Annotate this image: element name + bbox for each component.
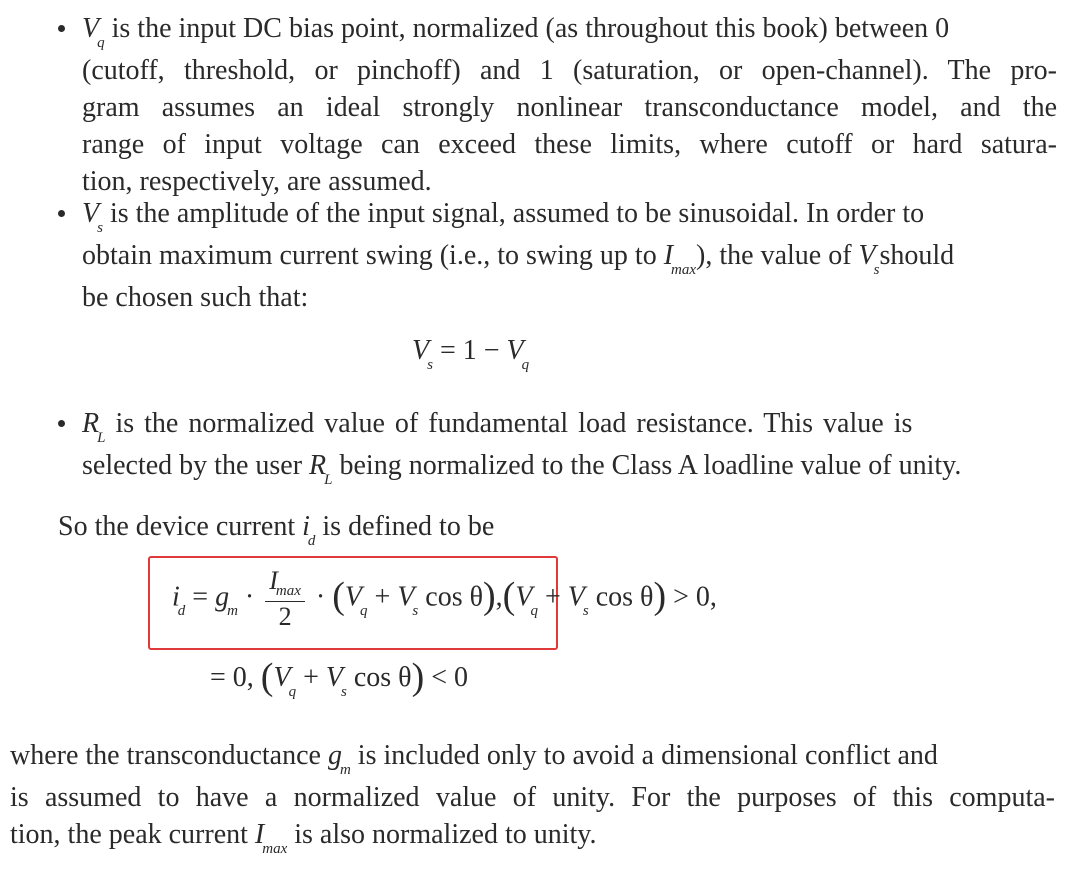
equation-cos: cos θ — [418, 581, 484, 613]
variable-v: V — [567, 581, 585, 613]
equation-operator: = — [185, 581, 216, 613]
subscript-q: q — [521, 357, 530, 373]
variable-v: V — [515, 581, 533, 613]
variable-r: R — [82, 408, 100, 439]
subscript-d: d — [307, 533, 316, 549]
fraction-numerator — [265, 566, 305, 602]
text-run: is defined to be — [315, 511, 495, 542]
subscript-d: d — [177, 603, 186, 620]
variable-i: I — [663, 240, 674, 271]
bullet-dot — [58, 210, 65, 217]
subscript-l: L — [324, 472, 333, 488]
text-line — [82, 195, 1057, 237]
subscript-m: m — [339, 762, 351, 778]
variable-i: i — [302, 511, 310, 542]
text-run: where the transconductance — [10, 740, 328, 771]
text-line — [10, 737, 1055, 779]
text-line — [82, 237, 1057, 279]
variable-v: V — [412, 335, 430, 366]
bullet-dot — [58, 25, 65, 32]
text-run: So the device current — [58, 511, 303, 542]
equation-id-line1 — [172, 566, 717, 632]
equation-cos: cos θ — [346, 662, 412, 693]
equation-comma: , — [495, 581, 503, 613]
text-line — [10, 816, 1055, 858]
equation-operator: + — [537, 581, 568, 613]
text-run: is the amplitude of the input signal, assumed to be sinusoidal. In order to — [102, 198, 925, 229]
paren-close: ) — [483, 575, 496, 618]
equation-cos: cos θ — [588, 581, 654, 613]
variable-v: V — [344, 581, 363, 613]
subscript-q: q — [288, 684, 297, 700]
bullet-text — [82, 10, 1057, 200]
equation-operator: · — [308, 581, 333, 613]
equation-vs — [412, 335, 530, 373]
variable-i: I — [269, 566, 278, 595]
variable-g: g — [215, 581, 230, 613]
subscript-s: s — [97, 220, 103, 236]
equation-condition: < 0 — [424, 662, 469, 693]
variable-v: V — [506, 335, 524, 366]
text-run: is also normalized to unity. — [287, 819, 597, 850]
subscript-q: q — [97, 35, 105, 51]
subscript-max: max — [275, 583, 301, 599]
subscript-m: m — [227, 603, 238, 620]
variable-v: V — [325, 662, 343, 693]
variable-g: g — [327, 740, 342, 771]
equation-id-line2 — [210, 652, 469, 700]
bullet-text — [82, 195, 1057, 316]
text-run: is included only to avoid a dimensional conflict and — [350, 740, 938, 771]
text-line: be chosen such that: — [82, 282, 309, 313]
equation-operator: + — [296, 662, 326, 693]
paren-close: ) — [411, 656, 425, 698]
equation-operator: · — [237, 581, 262, 613]
paren-close: ) — [653, 575, 667, 618]
variable-v: V — [397, 581, 415, 613]
subscript-s: s — [427, 357, 433, 373]
subscript-l: L — [97, 430, 106, 446]
paren-open: ( — [502, 575, 516, 618]
variable-i: I — [254, 819, 265, 850]
bullet-text — [82, 405, 1057, 489]
paren-open: ( — [332, 575, 345, 618]
equation-operator: = 1 − — [432, 335, 507, 366]
text-run: being normalized to the Class A loadline value of unity. — [332, 450, 962, 481]
equation-operator: + — [367, 581, 398, 613]
variable-v: V — [82, 13, 100, 44]
text-line — [82, 10, 1057, 52]
subscript-q: q — [360, 603, 368, 620]
text-line — [82, 447, 1057, 489]
subscript-s: s — [412, 603, 419, 620]
paren-open: ( — [260, 656, 274, 698]
paragraph-device-current — [58, 508, 494, 550]
text-run: should — [879, 240, 955, 271]
text-run: is the normalized value of fundamental load resistance. This value is — [105, 408, 913, 439]
text-line: is assumed to have a normalized value of unity. For the purposes of this computa- — [10, 782, 1055, 813]
subscript-max: max — [671, 262, 697, 278]
text-line — [82, 405, 1057, 447]
subscript-s: s — [582, 603, 589, 620]
text-line: tion, respectively, are assumed. — [82, 166, 432, 197]
text-run: selected by the user — [82, 450, 310, 481]
fraction — [265, 566, 305, 632]
subscript-max: max — [262, 841, 288, 857]
text-run: obtain maximum current swing (i.e., to swing up to — [82, 240, 664, 271]
subscript-s: s — [873, 262, 880, 278]
subscript-s: s — [340, 684, 347, 700]
variable-r: R — [309, 450, 327, 481]
text-run: is the input DC bias point, normalized (as throughout this book) between 0 — [104, 13, 950, 44]
variable-v: V — [82, 198, 100, 229]
text-line: range of input voltage can exceed these limits, where cutoff or hard satura- — [82, 129, 1057, 160]
fraction-denominator: 2 — [278, 602, 292, 631]
variable-v: V — [858, 240, 876, 271]
subscript-q: q — [530, 603, 538, 620]
text-run: ), the value of — [696, 240, 859, 271]
text-line: gram assumes an ideal strongly nonlinear transconductance model, and the — [82, 92, 1057, 123]
variable-i: i — [172, 581, 180, 613]
paragraph-transconductance — [10, 737, 1055, 858]
bullet-dot — [58, 420, 65, 427]
variable-v: V — [273, 662, 291, 693]
equation-operator: = 0, — [210, 662, 261, 693]
text-run: tion, the peak current — [10, 819, 255, 850]
equation-condition: > 0, — [666, 581, 717, 613]
text-line: (cutoff, threshold, or pinchoff) and 1 (saturation, or open-channel). The pro- — [82, 55, 1057, 86]
